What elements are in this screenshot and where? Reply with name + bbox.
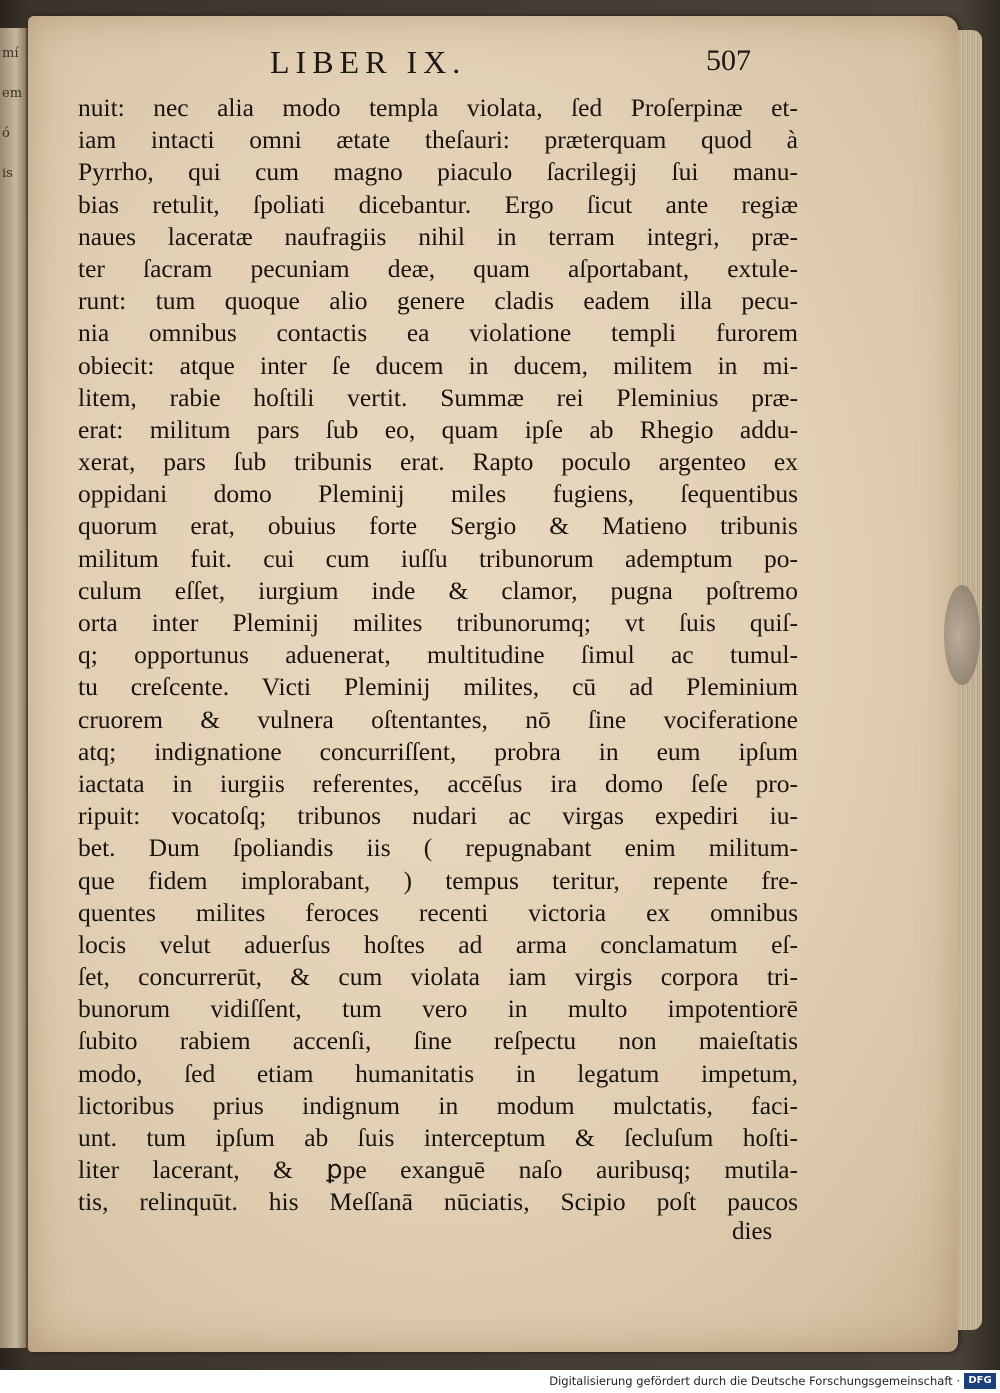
footer-credit: Digitalisierung gefördert durch die Deutsche Forschungsgemeinschaft ·: [549, 1374, 960, 1388]
margin-fragment: is: [2, 166, 13, 181]
text-line: bias retulit, ſpoliati dicebantur. Ergo ſicut ante regiæ: [78, 189, 798, 219]
text-line: tu creſcente. Victi Pleminij milites, cū ad Pleminium: [78, 672, 798, 702]
text-line: tis, relinquūt. his Meſſanā nūciatis, Scipio poſt paucos: [78, 1187, 798, 1217]
text-line: cruorem & vulnera oſtentantes, nō ſine vociferatione: [78, 704, 798, 734]
text-line: quorum erat, obuius forte Sergio & Matieno tribunis: [78, 511, 798, 541]
page-number: 507: [706, 44, 751, 77]
text-line: erat: militum pars ſub eo, quam ipſe ab Rhegio addu-: [78, 414, 798, 444]
text-line: nia omnibus contactis ea violatione templi furorem: [78, 318, 798, 348]
text-line: q; opportunus aduenerat, multitudine ſimul ac tumul-: [78, 640, 798, 670]
text-line: ſubito rabiem accenſi, ſine reſpectu non maieſtatis: [78, 1026, 798, 1056]
text-line: que fidem implorabant, ) tempus teritur, repente fre-: [78, 865, 798, 895]
margin-fragment: mí: [2, 46, 19, 61]
text-line: oppidani domo Pleminij miles fugiens, ſequentibus: [78, 479, 798, 509]
margin-fragment: ó: [2, 126, 10, 141]
text-line: modo, ſed etiam humanitatis in legatum impetum,: [78, 1058, 798, 1088]
text-line: xerat, pars ſub tribunis erat. Rapto poculo argenteo ex: [78, 447, 798, 477]
text-line: bunorum vidiſſent, tum vero in multo impotentiorē: [78, 994, 798, 1024]
text-line: ter ſacram pecuniam deæ, quam aſportabant, extule-: [78, 253, 798, 283]
text-line: lictoribus prius indignum in modum mulctatis, faci-: [78, 1090, 798, 1120]
text-line: militum fuit. cui cum iuſſu tribunorum ademptum po-: [78, 543, 798, 573]
text-line: quentes milites feroces recenti victoria ex omnibus: [78, 897, 798, 927]
text-line: culum eſſet, iurgium inde & clamor, pugna poſtremo: [78, 575, 798, 605]
margin-fragment: em: [2, 86, 23, 101]
facing-page-edge: [0, 28, 28, 1348]
text-line: nuit: nec alia modo templa violata, ſed Proſerpinæ et-: [78, 93, 798, 122]
body-text: [78, 92, 798, 1219]
text-line: obiecit: atque inter ſe ducem in ducem, militem in mi-: [78, 350, 798, 380]
book-clasp: [944, 585, 980, 685]
text-line: orta inter Pleminij milites tribunorumq; vt ſuis quiſ-: [78, 608, 798, 637]
running-head: [240, 44, 760, 84]
text-line: iam intacti omni ætate theſauri: præterquam quod à: [78, 125, 798, 155]
dfg-logo-icon: DFG: [964, 1373, 996, 1389]
text-line: bet. Dum ſpoliandis iis ( repugnabant enim militum-: [78, 833, 798, 863]
text-line: locis velut aduerſus hoſtes ad arma conclamatum eſ-: [78, 929, 798, 959]
text-line: naues laceratæ naufragiis nihil in terram integri, præ-: [78, 221, 798, 251]
catchword: dies: [732, 1218, 773, 1245]
footer-bar: [0, 1370, 1000, 1393]
text-line: unt. tum ipſum ab ſuis interceptum & ſecluſum hoſti-: [78, 1123, 798, 1152]
text-line: ripuit: vocatoſq; tribunos nudari ac virgas expediri iu-: [78, 801, 798, 831]
text-line: iactata in iurgiis referentes, accēſus ira domo ſeſe pro-: [78, 768, 798, 798]
text-line: litem, rabie hoſtili vertit. Summæ rei Pleminius præ-: [78, 382, 798, 412]
running-title: LIBER IX.: [270, 44, 467, 80]
text-line: ſet, concurrerūt, & cum violata iam virgis corpora tri-: [78, 962, 798, 992]
text-line: runt: tum quoque alio genere cladis eadem illa pecu-: [78, 286, 798, 316]
text-line: atq; indignatione concurriſſent, probra in eum ipſum: [78, 736, 798, 766]
text-line: Pyrrho, qui cum magno piaculo ſacrilegij ſui manu-: [78, 157, 798, 187]
text-line: liter lacerant, & ꝑpe exanguē naſo auribusq; mutila-: [78, 1155, 798, 1185]
